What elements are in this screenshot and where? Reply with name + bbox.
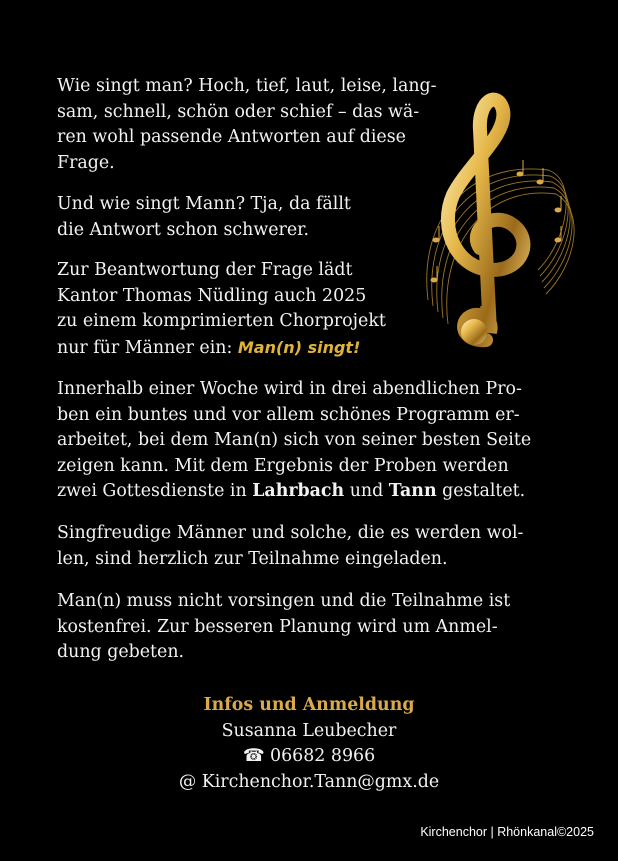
question-paragraph — [57, 192, 351, 243]
program-last-suffix: gestaltet. — [436, 481, 526, 501]
phone-icon: ☎ — [242, 746, 265, 766]
answer-line: Kantor Thomas Nüdling auch 2025 — [57, 285, 367, 306]
intro-line: Frage. — [57, 152, 115, 173]
place-tann: Tann — [388, 481, 437, 501]
program-paragraph — [57, 377, 531, 505]
footer-credit: Kirchenchor | Rhönkanal©2025 — [420, 825, 594, 839]
program-line: Innerhalb einer Woche wird in drei abendlichen Pro- — [57, 379, 522, 399]
answer-line: Zur Beantwortung der Frage lädt — [57, 260, 353, 280]
answer-paragraph — [57, 258, 386, 361]
answer-last-prefix: nur für Männer ein: — [57, 337, 238, 358]
registration-line: dung gebeten. — [57, 642, 185, 662]
contact-phone[interactable]: 06682 8966 — [270, 746, 376, 766]
program-line: zeigen kann. Mit dem Ergebnis der Proben werden — [57, 455, 509, 476]
question-line: die Antwort schon schwerer. — [57, 219, 310, 240]
at-icon: @ — [178, 771, 197, 792]
answer-line — [57, 335, 386, 362]
contact-block — [0, 693, 618, 795]
question-line: Und wie singt Mann? Tja, da fällt — [57, 194, 351, 214]
project-name: Man(n) singt! — [237, 337, 361, 357]
invitation-line: Singfreudige Männer und solche, die es werden wol- — [57, 523, 524, 543]
registration-line: Man(n) muss nicht vorsingen und die Teilnahme ist — [57, 591, 511, 611]
contact-email-row — [0, 770, 618, 796]
contact-heading: Infos und Anmeldung — [203, 695, 415, 715]
program-line: ben ein buntes und vor allem schönes Programm er- — [57, 404, 520, 425]
program-line: arbeitet, bei dem Man(n) sich von seiner besten Seite — [57, 430, 532, 450]
registration-line: kostenfrei. Zur besseren Planung wird um Anmel- — [57, 616, 498, 637]
intro-paragraph — [57, 74, 437, 176]
invitation-paragraph — [57, 521, 523, 572]
program-line — [57, 479, 531, 505]
program-connector: und — [344, 481, 389, 501]
invitation-line: len, sind herzlich zur Teilnahme eingeladen. — [57, 548, 448, 569]
contact-phone-row — [0, 744, 618, 770]
registration-paragraph — [57, 589, 510, 666]
answer-line: zu einem komprimierten Chorprojekt — [57, 311, 386, 331]
program-last-prefix: zwei Gottesdienste in — [57, 481, 253, 501]
place-lahrbach: Lahrbach — [252, 481, 345, 501]
intro-line: ren wohl passende Antworten auf diese — [57, 127, 406, 147]
contact-email[interactable]: Kirchenchor.Tann@gmx.de — [201, 771, 440, 792]
intro-line: Wie singt man? Hoch, tief, laut, leise, lang- — [57, 76, 437, 96]
intro-line: sam, schnell, schön oder schief – das wä- — [57, 101, 420, 122]
contact-name: Susanna Leubecher — [221, 720, 397, 741]
